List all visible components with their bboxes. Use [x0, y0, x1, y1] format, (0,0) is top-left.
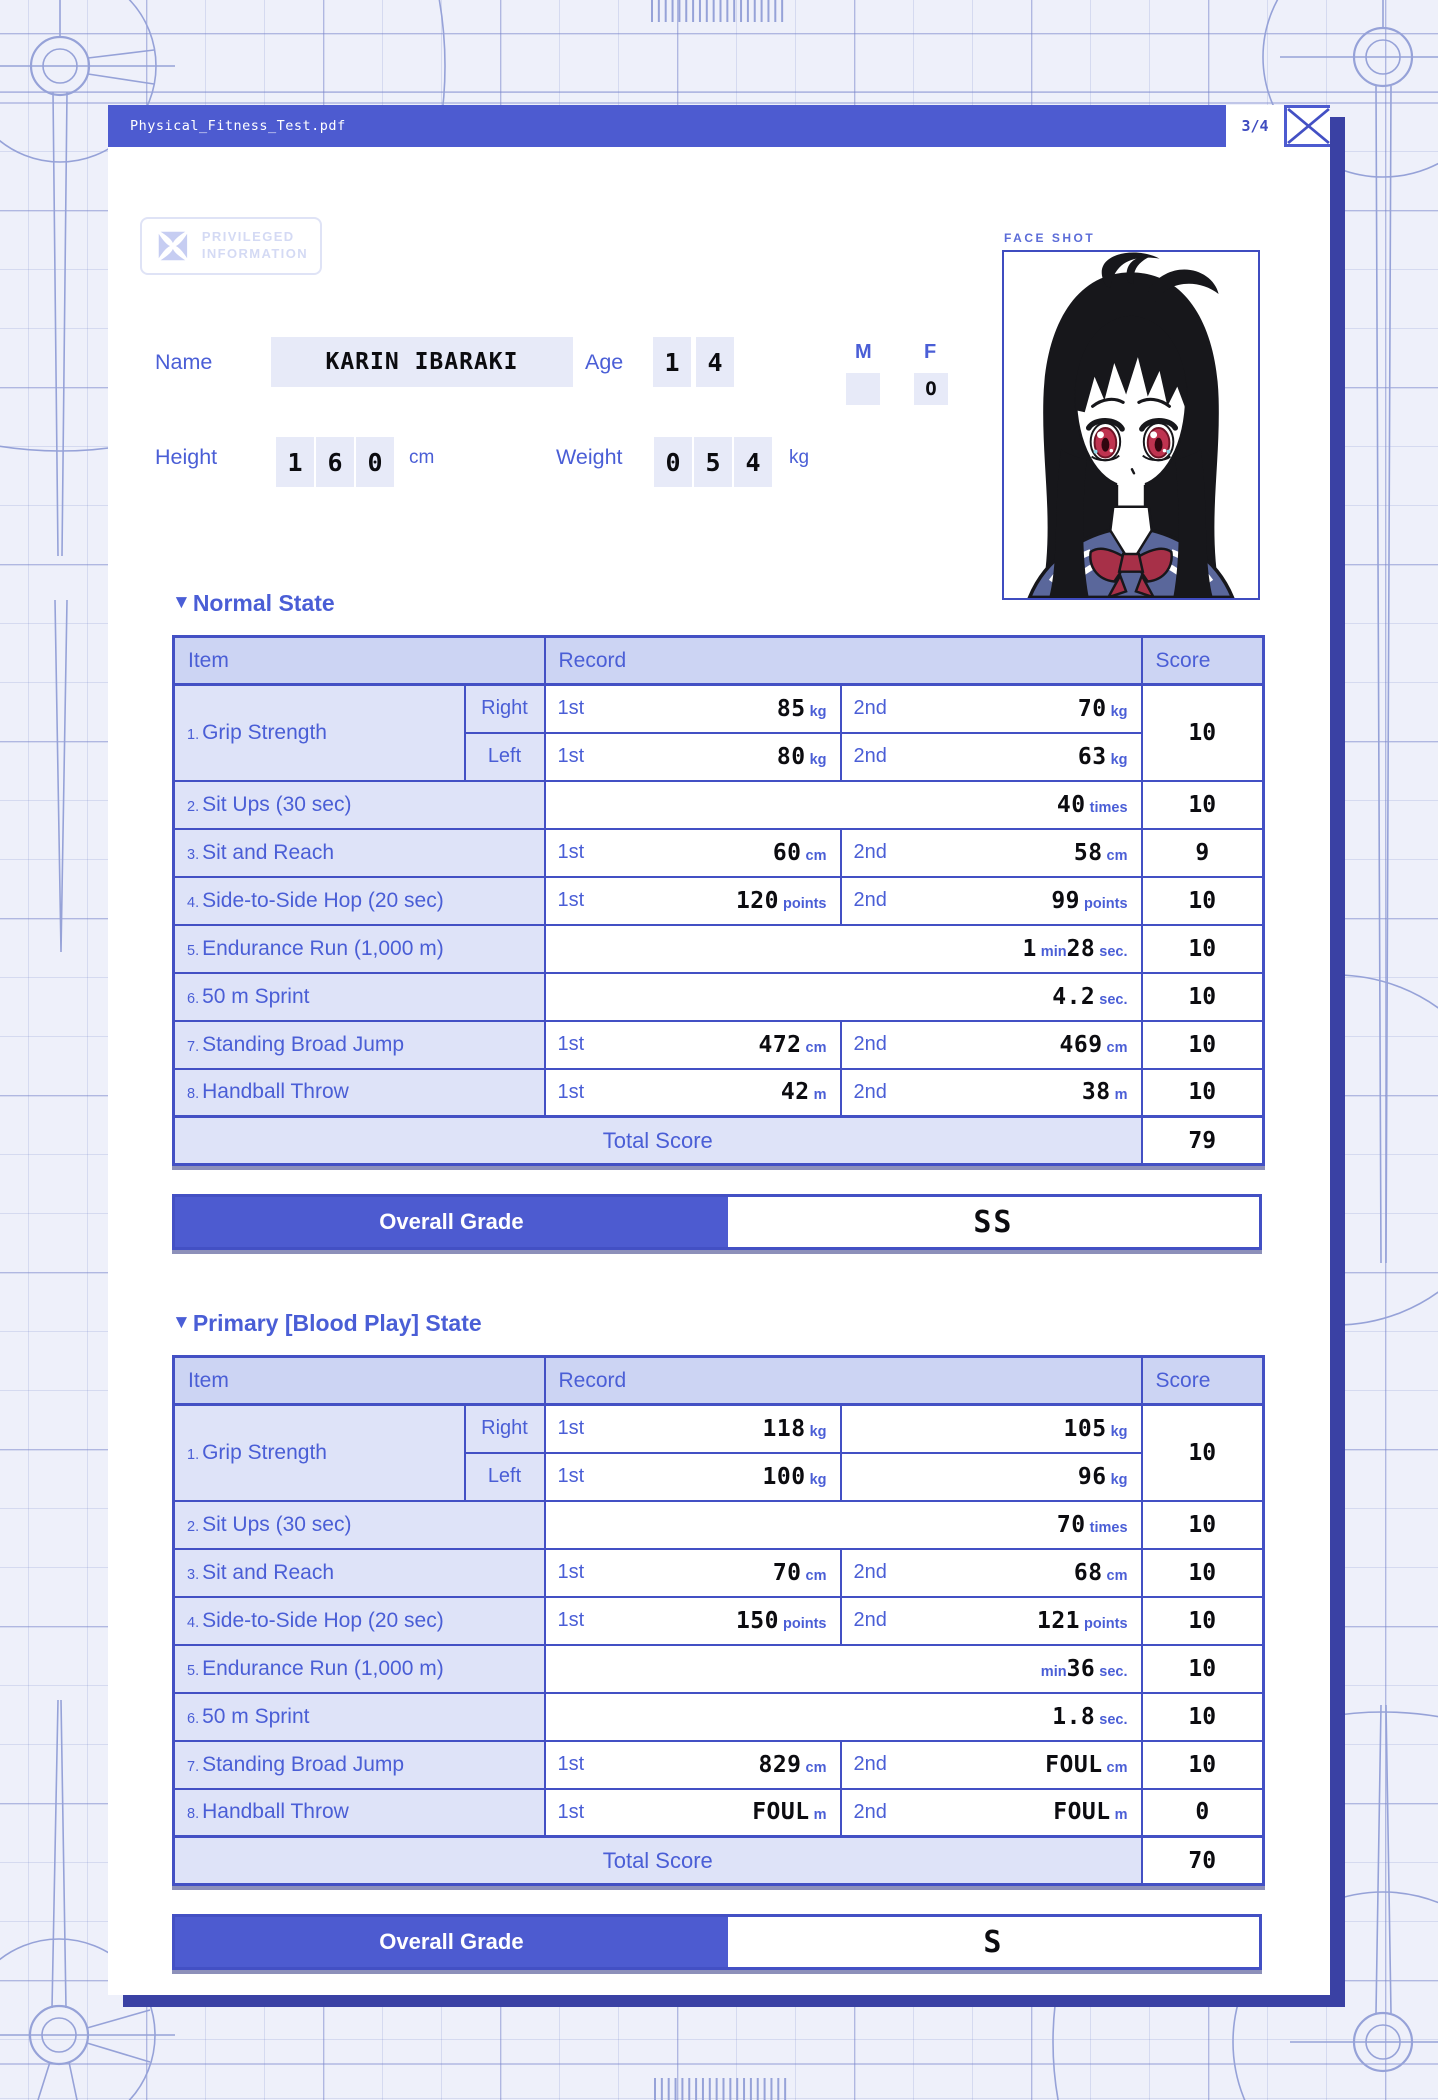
- overall-grade-bar: [172, 1914, 1262, 1970]
- table-row: [174, 877, 1264, 925]
- triangle-marker: ▼: [172, 592, 191, 613]
- score-cell: 10: [1142, 1741, 1264, 1789]
- record-value: 70: [772, 1559, 802, 1586]
- overall-grade-value: S: [983, 1924, 1004, 1960]
- record-value: 70: [1077, 695, 1107, 722]
- height-label: Height: [155, 445, 218, 469]
- record-value: 68: [1073, 1559, 1103, 1586]
- record-value: 121: [1036, 1607, 1081, 1634]
- record-unit: sec.: [1099, 991, 1128, 1008]
- pdf-window: [108, 105, 1330, 1995]
- item-cell: 2. Sit Ups (30 sec): [174, 781, 545, 829]
- sex-female-box[interactable]: O: [914, 373, 948, 405]
- attempt-tag: 2nd: [853, 1753, 887, 1775]
- attempt-tag: 1st: [557, 889, 585, 911]
- score-cell: 10: [1142, 1021, 1264, 1069]
- table-row: [174, 685, 1264, 733]
- attempt-tag: 2nd: [853, 1609, 887, 1631]
- record-value: 150: [735, 1607, 779, 1634]
- record-cell: [545, 781, 1142, 829]
- badge-line1: PRIVILEGED: [201, 229, 295, 245]
- attempt-tag: 1st: [557, 841, 585, 863]
- table-row: [174, 1693, 1264, 1741]
- total-row: [174, 1117, 1264, 1165]
- section-title: [172, 1305, 1262, 1341]
- record-value: 36: [1066, 1655, 1096, 1682]
- total-score-cell: 79: [1142, 1117, 1264, 1165]
- close-icon: [1287, 108, 1330, 144]
- score-cell: 10: [1142, 925, 1264, 973]
- item-cell: 2. Sit Ups (30 sec): [174, 1501, 545, 1549]
- name-field[interactable]: KARIN IBARAKI: [271, 337, 573, 387]
- record-unit: kg: [1110, 703, 1128, 720]
- triangle-marker: ▼: [172, 1312, 191, 1333]
- attempt-tag: 2nd: [853, 697, 887, 720]
- attempt-tag: 2nd: [853, 889, 887, 911]
- name-label: Name: [155, 350, 213, 374]
- column-header-record: Record: [545, 637, 1142, 685]
- record-unit: times: [1089, 1519, 1128, 1536]
- section-normal-state: [172, 585, 1262, 1250]
- record-value: 1.8: [1052, 1703, 1096, 1730]
- side-cell: Left: [465, 1453, 545, 1501]
- record-cell: [545, 685, 841, 733]
- record-value: 85: [776, 695, 806, 722]
- record-value: 4.2: [1052, 983, 1096, 1010]
- record-value: 63: [1077, 743, 1107, 770]
- record-value: 40: [1056, 791, 1086, 818]
- column-header-item: Item: [174, 637, 545, 685]
- record-cell: [545, 1453, 841, 1501]
- document-body: [108, 147, 1330, 1995]
- record-cell: [545, 1405, 841, 1453]
- record-unit: kg: [1110, 751, 1128, 768]
- age-digit-0[interactable]: 1: [653, 337, 691, 387]
- item-cell: 7. Standing Broad Jump: [174, 1021, 545, 1069]
- overall-grade-label: Overall Grade: [175, 1197, 728, 1247]
- table-row: [174, 1597, 1264, 1645]
- record-cell: [545, 1501, 1142, 1549]
- record-value: 60: [772, 839, 802, 866]
- record-value: 100: [762, 1463, 806, 1490]
- face-shot-label: FACE SHOT: [1004, 231, 1096, 245]
- record-cell: [545, 1693, 1142, 1741]
- item-cell: 7. Standing Broad Jump: [174, 1741, 545, 1789]
- record-unit: points: [783, 895, 827, 912]
- record-value: 70: [1056, 1511, 1086, 1538]
- record-value: 58: [1073, 839, 1103, 866]
- record-value: 80: [776, 743, 806, 770]
- total-label-cell: Total Score: [174, 1117, 1142, 1165]
- attempt-tag: 2nd: [853, 1080, 887, 1103]
- record-cell: [545, 1597, 841, 1645]
- item-cell: 8. Handball Throw: [174, 1069, 545, 1117]
- attempt-tag: 1st: [557, 1609, 585, 1631]
- attempt-tag: 1st: [557, 1561, 585, 1583]
- record-cell: [545, 1021, 841, 1069]
- record-value: 96: [1077, 1463, 1107, 1490]
- record-value: 118: [762, 1415, 806, 1442]
- height-digit-2[interactable]: 0: [356, 437, 394, 487]
- record-cell: [545, 1549, 841, 1597]
- face-illustration: [1004, 252, 1258, 598]
- left-needle: [55, 600, 67, 952]
- column-header-item: Item: [174, 1357, 545, 1405]
- record-unit: m: [813, 1807, 827, 1824]
- record-cell: [841, 1405, 1142, 1453]
- item-cell: 1. Grip Strength: [174, 1405, 465, 1501]
- record-value: 28: [1066, 935, 1096, 962]
- item-cell: 1. Grip Strength: [174, 685, 465, 781]
- record-cell: [545, 1741, 841, 1789]
- record-unit: kg: [1110, 1423, 1128, 1440]
- record-unit: min: [1040, 1663, 1067, 1680]
- side-cell: Right: [465, 1405, 545, 1453]
- record-cell: [545, 973, 1142, 1021]
- item-cell: 8. Handball Throw: [174, 1789, 545, 1837]
- titlebar: [108, 105, 1330, 147]
- ruler-ticks-top: [652, 0, 782, 22]
- record-unit: points: [783, 1615, 827, 1632]
- record-unit: m: [1114, 1807, 1128, 1824]
- record-cell: [545, 1789, 841, 1837]
- weight-label: Weight: [556, 445, 623, 469]
- record-value: FOUL: [1053, 1799, 1111, 1826]
- score-cell: 0: [1142, 1789, 1264, 1837]
- table-row: [174, 925, 1264, 973]
- record-cell: [545, 925, 1142, 973]
- record-value: 99: [1051, 887, 1081, 914]
- column-header-score: Score: [1142, 1357, 1264, 1405]
- score-cell: 10: [1142, 1549, 1264, 1597]
- record-cell: [841, 1453, 1142, 1501]
- column-header-score: Score: [1142, 637, 1264, 685]
- item-cell: 6. 50 m Sprint: [174, 1693, 545, 1741]
- attempt-tag: 2nd: [853, 1033, 887, 1055]
- record-cell: [545, 1645, 1142, 1693]
- record-unit: m: [813, 1087, 827, 1104]
- attempt-tag: 2nd: [853, 745, 887, 767]
- page-indicator[interactable]: 3/4: [1226, 105, 1284, 147]
- score-cell: 9: [1142, 829, 1264, 877]
- section-title-text: Primary [Blood Play] State: [192, 1309, 482, 1336]
- score-cell: 10: [1142, 1597, 1264, 1645]
- item-cell: 5. Endurance Run (1,000 m): [174, 1645, 545, 1693]
- attempt-tag: 2nd: [853, 1561, 887, 1583]
- table-row: [174, 781, 1264, 829]
- weight-digit-0[interactable]: 0: [654, 437, 692, 487]
- attempt-tag: 1st: [557, 1800, 585, 1823]
- record-value: 105: [1063, 1415, 1107, 1442]
- record-value: FOUL: [1045, 1751, 1103, 1778]
- record-unit: min: [1040, 943, 1067, 960]
- score-cell: 10: [1142, 877, 1264, 925]
- item-cell: 3. Sit and Reach: [174, 1549, 545, 1597]
- overall-grade-label: Overall Grade: [175, 1917, 728, 1967]
- record-unit: cm: [805, 847, 827, 864]
- score-cell: 10: [1142, 1645, 1264, 1693]
- sex-male-box[interactable]: [846, 373, 880, 405]
- record-unit: cm: [1106, 847, 1128, 864]
- record-cell: [841, 733, 1142, 781]
- score-cell: 10: [1142, 781, 1264, 829]
- score-cell: 10: [1142, 1501, 1264, 1549]
- score-cell: 10: [1142, 973, 1264, 1021]
- record-value: 472: [758, 1031, 802, 1058]
- fitness-table-primary: [172, 1355, 1265, 1886]
- record-value: 120: [735, 887, 779, 914]
- side-cell: Left: [465, 733, 545, 781]
- record-unit: kg: [809, 1423, 827, 1440]
- section-title-text: Normal State: [192, 589, 335, 616]
- record-cell: [841, 1741, 1142, 1789]
- sex-male-label: M: [855, 341, 872, 363]
- table-row: [174, 1789, 1264, 1837]
- record-cell: [545, 1069, 841, 1117]
- record-cell: [841, 1597, 1142, 1645]
- table-header-row: [174, 1357, 1264, 1405]
- attempt-tag: 1st: [557, 1417, 585, 1440]
- record-value: 38: [1081, 1079, 1111, 1106]
- record-unit: kg: [1110, 1471, 1128, 1488]
- attempt-tag: 1st: [557, 745, 585, 767]
- side-cell: Right: [465, 685, 545, 733]
- record-cell: [545, 877, 841, 925]
- record-unit: sec.: [1099, 1711, 1128, 1728]
- fitness-table-normal: [172, 635, 1265, 1166]
- section-primary-state: [172, 1305, 1262, 1970]
- attempt-tag: 1st: [557, 1753, 585, 1775]
- record-unit: cm: [805, 1039, 827, 1056]
- record-unit: sec.: [1099, 1663, 1128, 1680]
- record-unit: cm: [1106, 1039, 1128, 1056]
- close-button[interactable]: [1284, 105, 1330, 147]
- badge-text: [202, 229, 308, 263]
- table-row: [174, 973, 1264, 1021]
- table-row: [174, 829, 1264, 877]
- score-cell: 10: [1142, 685, 1264, 781]
- record-unit: kg: [809, 751, 827, 768]
- record-cell: [841, 877, 1142, 925]
- table-row: [174, 1021, 1264, 1069]
- weight-digit-2[interactable]: 4: [734, 437, 772, 487]
- attempt-tag: 1st: [557, 697, 585, 720]
- section-title: [172, 585, 1262, 621]
- table-row: [174, 1645, 1264, 1693]
- record-unit: cm: [805, 1759, 827, 1776]
- total-row: [174, 1837, 1264, 1885]
- table-row: [174, 1405, 1264, 1453]
- record-cell: [841, 1021, 1142, 1069]
- record-unit: kg: [809, 1471, 827, 1488]
- record-cell: [545, 829, 841, 877]
- height-digit-1[interactable]: 6: [316, 437, 354, 487]
- table-row: [174, 1741, 1264, 1789]
- score-cell: 10: [1142, 1405, 1264, 1501]
- item-cell: 4. Side-to-Side Hop (20 sec): [174, 877, 545, 925]
- sex-female-label: F: [924, 341, 937, 363]
- record-unit: cm: [805, 1567, 827, 1584]
- privileged-information-badge: [140, 217, 322, 275]
- record-value: FOUL: [752, 1799, 810, 1826]
- face-shot-photo: [1002, 250, 1260, 600]
- attempt-tag: 1st: [557, 1033, 585, 1055]
- record-value: 829: [758, 1751, 802, 1778]
- record-value: 469: [1059, 1031, 1103, 1058]
- record-cell: [841, 829, 1142, 877]
- table-row: [174, 1069, 1264, 1117]
- document-title: Physical_Fitness_Test.pdf: [130, 118, 346, 134]
- record-unit: cm: [1106, 1759, 1128, 1776]
- record-value: 42: [780, 1079, 810, 1106]
- record-unit: kg: [809, 703, 827, 720]
- score-cell: 10: [1142, 1693, 1264, 1741]
- age-label: Age: [585, 350, 624, 374]
- ruler-ticks-bottom: [655, 2078, 785, 2100]
- score-cell: 10: [1142, 1069, 1264, 1117]
- table-row: [174, 1549, 1264, 1597]
- height-digit-0[interactable]: 1: [276, 437, 314, 487]
- column-header-record: Record: [545, 1357, 1142, 1405]
- attempt-tag: 1st: [557, 1465, 585, 1487]
- record-unit: m: [1114, 1087, 1128, 1104]
- record-unit: cm: [1106, 1567, 1128, 1584]
- age-digit-1[interactable]: 4: [696, 337, 734, 387]
- item-cell: 6. 50 m Sprint: [174, 973, 545, 1021]
- record-unit: times: [1089, 799, 1128, 816]
- record-unit: sec.: [1099, 943, 1128, 960]
- record-cell: [841, 1549, 1142, 1597]
- attempt-tag: 2nd: [853, 841, 887, 863]
- record-unit: points: [1084, 1615, 1128, 1632]
- overall-grade-value: SS: [973, 1204, 1014, 1240]
- table-row: [174, 1501, 1264, 1549]
- item-cell: 3. Sit and Reach: [174, 829, 545, 877]
- record-cell: [545, 733, 841, 781]
- total-label-cell: Total Score: [174, 1837, 1142, 1885]
- attempt-tag: 1st: [557, 1080, 585, 1103]
- weight-unit: kg: [789, 447, 810, 468]
- record-unit: points: [1084, 895, 1128, 912]
- item-cell: 5. Endurance Run (1,000 m): [174, 925, 545, 973]
- badge-line2: INFORMATION: [201, 246, 308, 261]
- record-cell: [841, 1789, 1142, 1837]
- height-unit: cm: [409, 447, 435, 468]
- table-header-row: [174, 637, 1264, 685]
- record-cell: [841, 1069, 1142, 1117]
- overall-grade-bar: [172, 1194, 1262, 1250]
- record-cell: [841, 685, 1142, 733]
- item-cell: 4. Side-to-Side Hop (20 sec): [174, 1597, 545, 1645]
- emblem-icon: [154, 227, 192, 265]
- total-score-cell: 70: [1142, 1837, 1264, 1885]
- weight-digit-1[interactable]: 5: [694, 437, 732, 487]
- attempt-tag: 2nd: [853, 1800, 887, 1823]
- record-value: 1: [1022, 935, 1037, 962]
